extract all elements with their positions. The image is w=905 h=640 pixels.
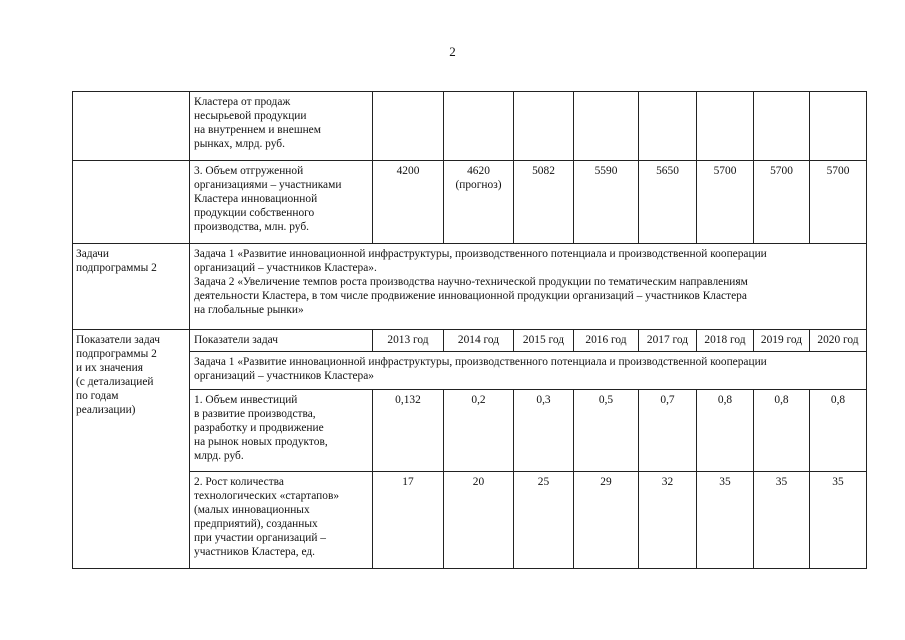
value-cell <box>754 92 810 161</box>
value-cell: 5082 <box>514 161 574 244</box>
value-cell: 35 <box>810 472 867 569</box>
value-cell: 20 <box>444 472 514 569</box>
empty-label-cell <box>73 161 190 244</box>
tasks-section-text: Задача 1 «Развитие инновационной инфраструктуры, производственного потенциала и производственной кооперации организаций – участников Кластера». Задача 2 «Увеличение темпов роста производства научно-технической продукции по тематическим направлениям деятельности Кластера, в том числе продвижение инновационной продукции организаций – участников Кластера на глобальные рынки» <box>190 244 867 330</box>
value-cell: 5650 <box>639 161 697 244</box>
value-cell <box>444 92 514 161</box>
value-cell: 5700 <box>697 161 754 244</box>
table-row <box>73 390 867 472</box>
indicators-section-label: Показатели задач подпрограммы 2 и их значения (с детализацией по годам реализации) <box>73 330 190 569</box>
value-cell: 0,132 <box>373 390 444 472</box>
value-cell: 0,7 <box>639 390 697 472</box>
indicators-header-label: Показатели задач <box>190 330 373 352</box>
value-cell: 4620 (прогноз) <box>444 161 514 244</box>
value-cell: 35 <box>697 472 754 569</box>
year-header: 2015 год <box>514 330 574 352</box>
value-cell: 5700 <box>810 161 867 244</box>
value-cell: 0,2 <box>444 390 514 472</box>
table-row <box>73 352 867 390</box>
year-header: 2013 год <box>373 330 444 352</box>
task1-caption: Задача 1 «Развитие инновационной инфраструктуры, производственного потенциала и производственной кооперации организаций – участников Кластера» <box>190 352 867 390</box>
value-cell: 29 <box>574 472 639 569</box>
value-cell: 0,8 <box>810 390 867 472</box>
value-cell <box>373 92 444 161</box>
subprogram-passport-table <box>72 91 867 569</box>
year-header: 2019 год <box>754 330 810 352</box>
tasks-section-label: Задачи подпрограммы 2 <box>73 244 190 330</box>
year-header: 2016 год <box>574 330 639 352</box>
table-row <box>73 161 867 244</box>
value-cell: 5590 <box>574 161 639 244</box>
indicator-label: 3. Объем отгруженной организациями – участниками Кластера инновационной продукции собственного производства, млн. руб. <box>190 161 373 244</box>
indicator-label: Кластера от продаж несырьевой продукции на внутреннем и внешнем рынках, млрд. руб. <box>190 92 373 161</box>
indicator-label: 1. Объем инвестиций в развитие производства, разработку и продвижение на рынок новых продуктов, млрд. руб. <box>190 390 373 472</box>
value-cell: 32 <box>639 472 697 569</box>
empty-label-cell <box>73 92 190 161</box>
value-cell: 25 <box>514 472 574 569</box>
year-header: 2018 год <box>697 330 754 352</box>
value-cell <box>639 92 697 161</box>
value-cell: 17 <box>373 472 444 569</box>
year-header: 2020 год <box>810 330 867 352</box>
value-cell: 0,3 <box>514 390 574 472</box>
indicator-label: 2. Рост количества технологических «стартапов» (малых инновационных предприятий), созданных при участии организаций – участников Кластера, ед. <box>190 472 373 569</box>
table-row <box>73 92 867 161</box>
page-number: 2 <box>449 44 456 59</box>
table-row <box>73 244 867 330</box>
value-cell: 0,8 <box>697 390 754 472</box>
value-cell: 35 <box>754 472 810 569</box>
value-cell: 5700 <box>754 161 810 244</box>
value-cell <box>697 92 754 161</box>
table-row <box>73 472 867 569</box>
value-cell: 4200 <box>373 161 444 244</box>
table-row <box>73 330 867 352</box>
year-header: 2014 год <box>444 330 514 352</box>
value-cell <box>514 92 574 161</box>
value-cell <box>574 92 639 161</box>
value-cell: 0,8 <box>754 390 810 472</box>
year-header: 2017 год <box>639 330 697 352</box>
value-cell <box>810 92 867 161</box>
value-cell: 0,5 <box>574 390 639 472</box>
